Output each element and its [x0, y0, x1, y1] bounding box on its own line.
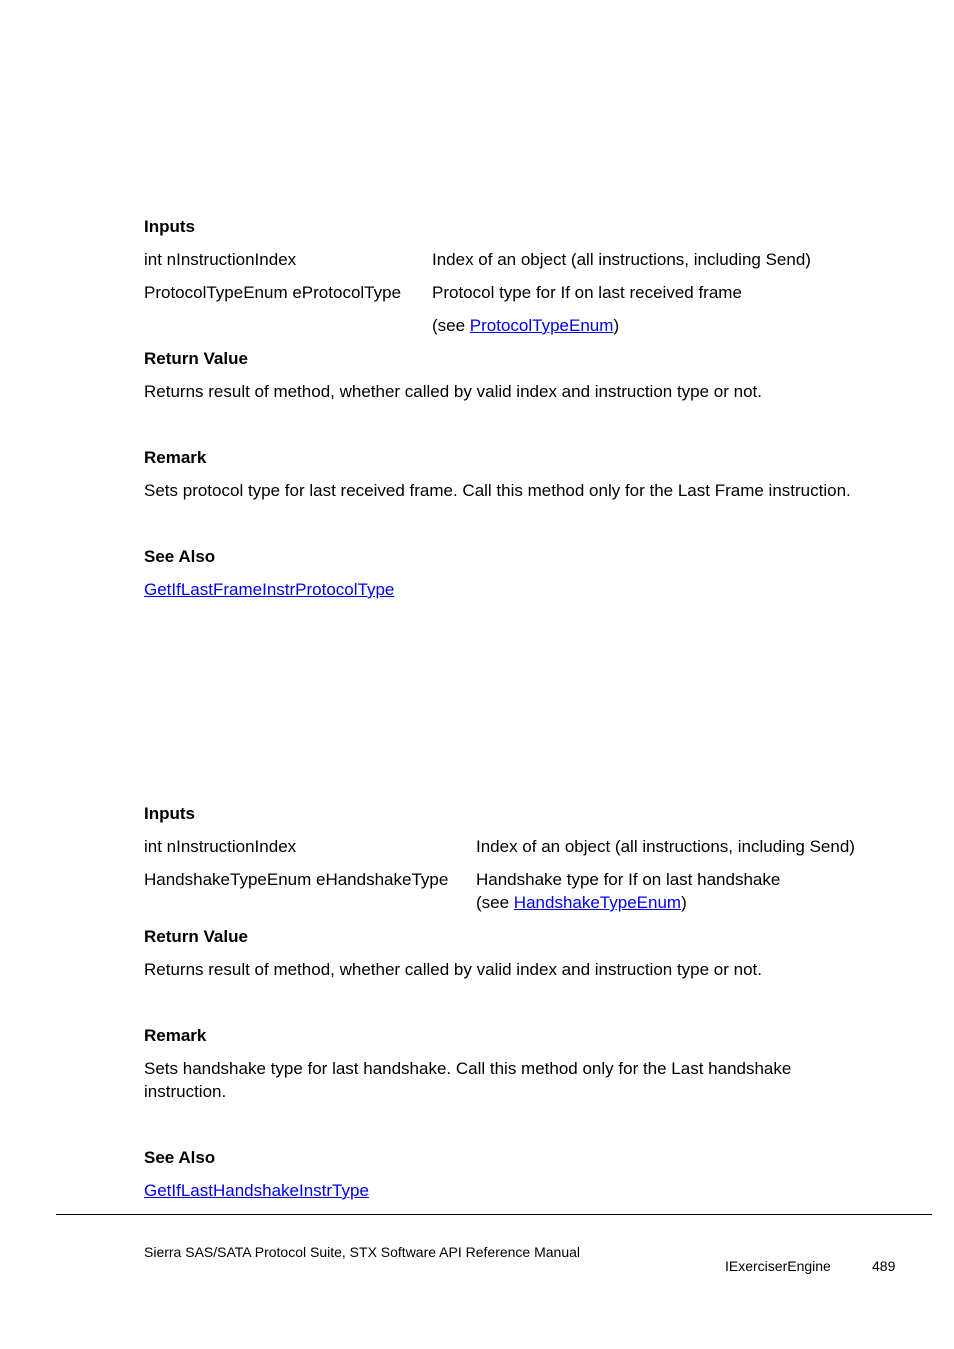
remark-text: Sets handshake type for last handshake. Call this method only for the Last handshake — [144, 1059, 792, 1078]
param-description: Handshake type for If on last handshake — [476, 870, 781, 889]
see-also-item — [144, 1180, 369, 1202]
param-description: Protocol type for If on last received frame — [432, 283, 742, 302]
see-suffix: ) — [681, 893, 687, 912]
see-prefix: (see — [432, 316, 470, 335]
get-if-last-handshake-instr-type-link[interactable]: GetIfLastHandshakeInstrType — [144, 1181, 369, 1200]
param-name: HandshakeTypeEnum eHandshakeType — [144, 870, 449, 889]
footer-section-name: IExerciserEngine — [725, 1258, 831, 1274]
footer-divider — [56, 1214, 932, 1215]
remark-heading: Remark — [144, 1026, 207, 1045]
get-if-last-frame-instr-protocol-type-link[interactable]: GetIfLastFrameInstrProtocolType — [144, 580, 395, 599]
param-name: ProtocolTypeEnum eProtocolType — [144, 283, 402, 302]
footer-manual-title: Sierra SAS/SATA Protocol Suite, STX Software API Reference Manual — [144, 1244, 581, 1260]
inputs-heading: Inputs — [144, 804, 195, 823]
return-value-heading: Return Value — [144, 927, 248, 946]
remark-text-continued: instruction. — [144, 1082, 227, 1101]
see-also-heading: See Also — [144, 547, 216, 566]
see-also-heading: See Also — [144, 1148, 216, 1167]
see-reference — [432, 315, 619, 337]
handshake-type-enum-link[interactable]: HandshakeTypeEnum — [513, 893, 682, 912]
param-name: int nInstructionIndex — [144, 250, 297, 269]
protocol-type-enum-link[interactable]: ProtocolTypeEnum — [469, 316, 614, 335]
see-also-item — [144, 579, 394, 601]
param-description: Index of an object (all instructions, including Send) — [432, 250, 811, 269]
param-description: Index of an object (all instructions, including Send) — [476, 837, 855, 856]
param-name: int nInstructionIndex — [144, 837, 297, 856]
footer-page-number: 489 — [872, 1258, 896, 1274]
inputs-heading: Inputs — [144, 217, 195, 236]
return-value-text: Returns result of method, whether called by valid index and instruction type or not. — [144, 960, 763, 979]
return-value-heading: Return Value — [144, 349, 248, 368]
see-prefix: (see — [476, 893, 514, 912]
remark-heading: Remark — [144, 448, 207, 467]
remark-text: Sets protocol type for last received frame. Call this method only for the Last Frame instruction. — [144, 481, 851, 500]
see-reference — [476, 892, 687, 914]
return-value-text: Returns result of method, whether called by valid index and instruction type or not. — [144, 382, 763, 401]
see-suffix: ) — [613, 316, 620, 335]
